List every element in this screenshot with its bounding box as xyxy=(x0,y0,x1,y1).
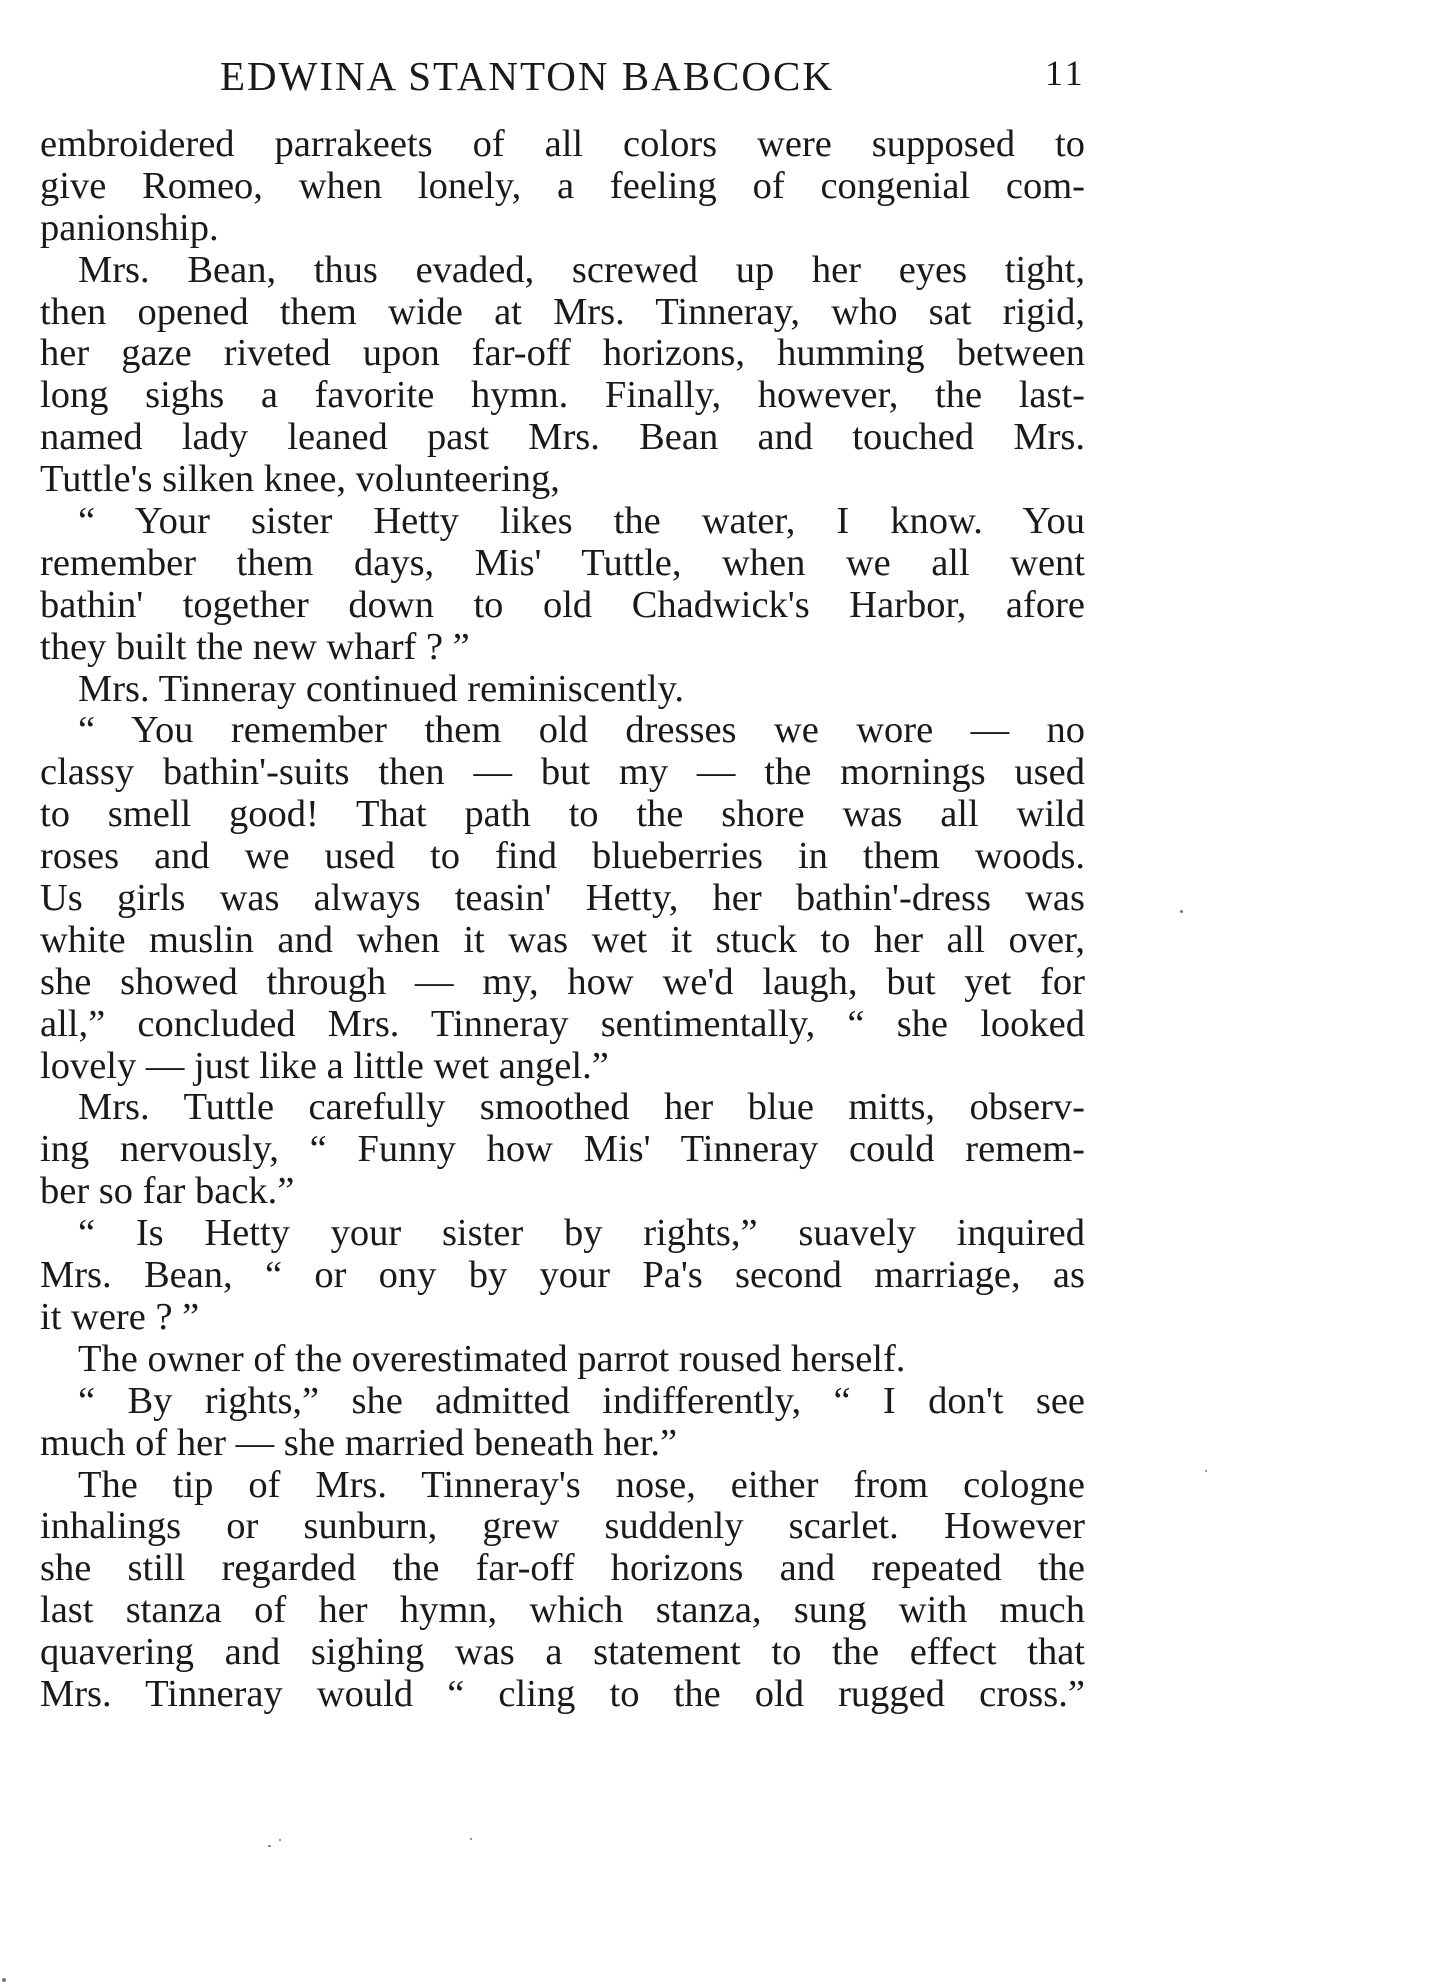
text-line: all,” concluded Mrs. Tinneray sentimentally, “ she looked xyxy=(40,1002,1085,1045)
text-line: give Romeo, when lonely, a feeling of congenial com- xyxy=(40,164,1085,207)
text-line: it were ? ” xyxy=(40,1295,200,1338)
text-line: “ Is Hetty your sister by rights,” suavely inquired xyxy=(78,1212,1085,1255)
paper-speck xyxy=(268,1845,271,1847)
text-line: ing nervously, “ Funny how Mis' Tinneray could remem- xyxy=(40,1128,1085,1171)
text-line: roses and we used to find blueberries in them woods. xyxy=(40,835,1085,878)
text-line: quavering and sighing was a statement to the effect that xyxy=(40,1631,1085,1674)
text-line: they built the new wharf ? ” xyxy=(40,625,470,668)
text-line: Mrs. Tinneray would “ cling to the old rugged cross.” xyxy=(40,1672,1085,1715)
text-line: lovely — just like a little wet angel.” xyxy=(40,1044,609,1087)
paper-speck xyxy=(2,1978,6,1982)
body-text xyxy=(40,124,1085,1716)
paper-speck xyxy=(1180,910,1183,913)
text-line: panionship. xyxy=(40,206,219,249)
text-line: embroidered parrakeets of all colors were supposed to xyxy=(40,123,1085,165)
text-line: to smell good! That path to the shore was all wild xyxy=(40,793,1085,836)
text-line: last stanza of her hymn, which stanza, sung with much xyxy=(40,1589,1085,1632)
text-line: The owner of the overestimated parrot roused herself. xyxy=(78,1337,906,1380)
text-line: white muslin and when it was wet it stuck to her all over, xyxy=(40,918,1085,961)
text-line: “ Your sister Hetty likes the water, I know. You xyxy=(78,500,1085,543)
paper-speck xyxy=(1205,1470,1207,1472)
text-line: ber so far back.” xyxy=(40,1170,295,1213)
text-line: remember them days, Mis' Tuttle, when we all went xyxy=(40,541,1085,584)
text-line: “ You remember them old dresses we wore — no xyxy=(78,709,1085,752)
text-line: “ By rights,” she admitted indifferently, “ I don't see xyxy=(78,1379,1085,1422)
text-line: she showed through — my, how we'd laugh, but yet for xyxy=(40,960,1085,1003)
text-line: named lady leaned past Mrs. Bean and touched Mrs. xyxy=(40,416,1085,459)
running-head xyxy=(0,52,1437,102)
text-line: The tip of Mrs. Tinneray's nose, either from cologne xyxy=(78,1463,1085,1506)
text-line: long sighs a favorite hymn. Finally, however, the last- xyxy=(40,374,1085,417)
text-line: much of her — she married beneath her.” xyxy=(40,1421,678,1464)
text-line: inhalings or sunburn, grew suddenly scarlet. However xyxy=(40,1505,1085,1548)
paper-speck xyxy=(470,1838,472,1840)
text-line: Mrs. Tuttle carefully smoothed her blue mitts, observ- xyxy=(78,1086,1085,1129)
text-line: Mrs. Tinneray continued reminiscently. xyxy=(78,667,684,710)
running-title: EDWINA STANTON BABCOCK xyxy=(220,53,834,99)
text-line: Mrs. Bean, “ or ony by your Pa's second marriage, as xyxy=(40,1254,1085,1297)
text-line: classy bathin'-suits then — but my — the mornings used xyxy=(40,751,1085,794)
text-line: she still regarded the far-off horizons and repeated the xyxy=(40,1547,1085,1590)
page-number: 11 xyxy=(1045,53,1086,93)
paper-speck xyxy=(279,1839,281,1841)
text-line: then opened them wide at Mrs. Tinneray, who sat rigid, xyxy=(40,290,1085,333)
text-line: Tuttle's silken knee, volunteering, xyxy=(40,458,560,501)
text-line: Us girls was always teasin' Hetty, her bathin'-dress was xyxy=(40,877,1085,920)
text-line: her gaze riveted upon far-off horizons, humming between xyxy=(40,332,1085,375)
text-line: bathin' together down to old Chadwick's Harbor, afore xyxy=(40,583,1085,626)
text-line: Mrs. Bean, thus evaded, screwed up her eyes tight, xyxy=(78,248,1085,291)
